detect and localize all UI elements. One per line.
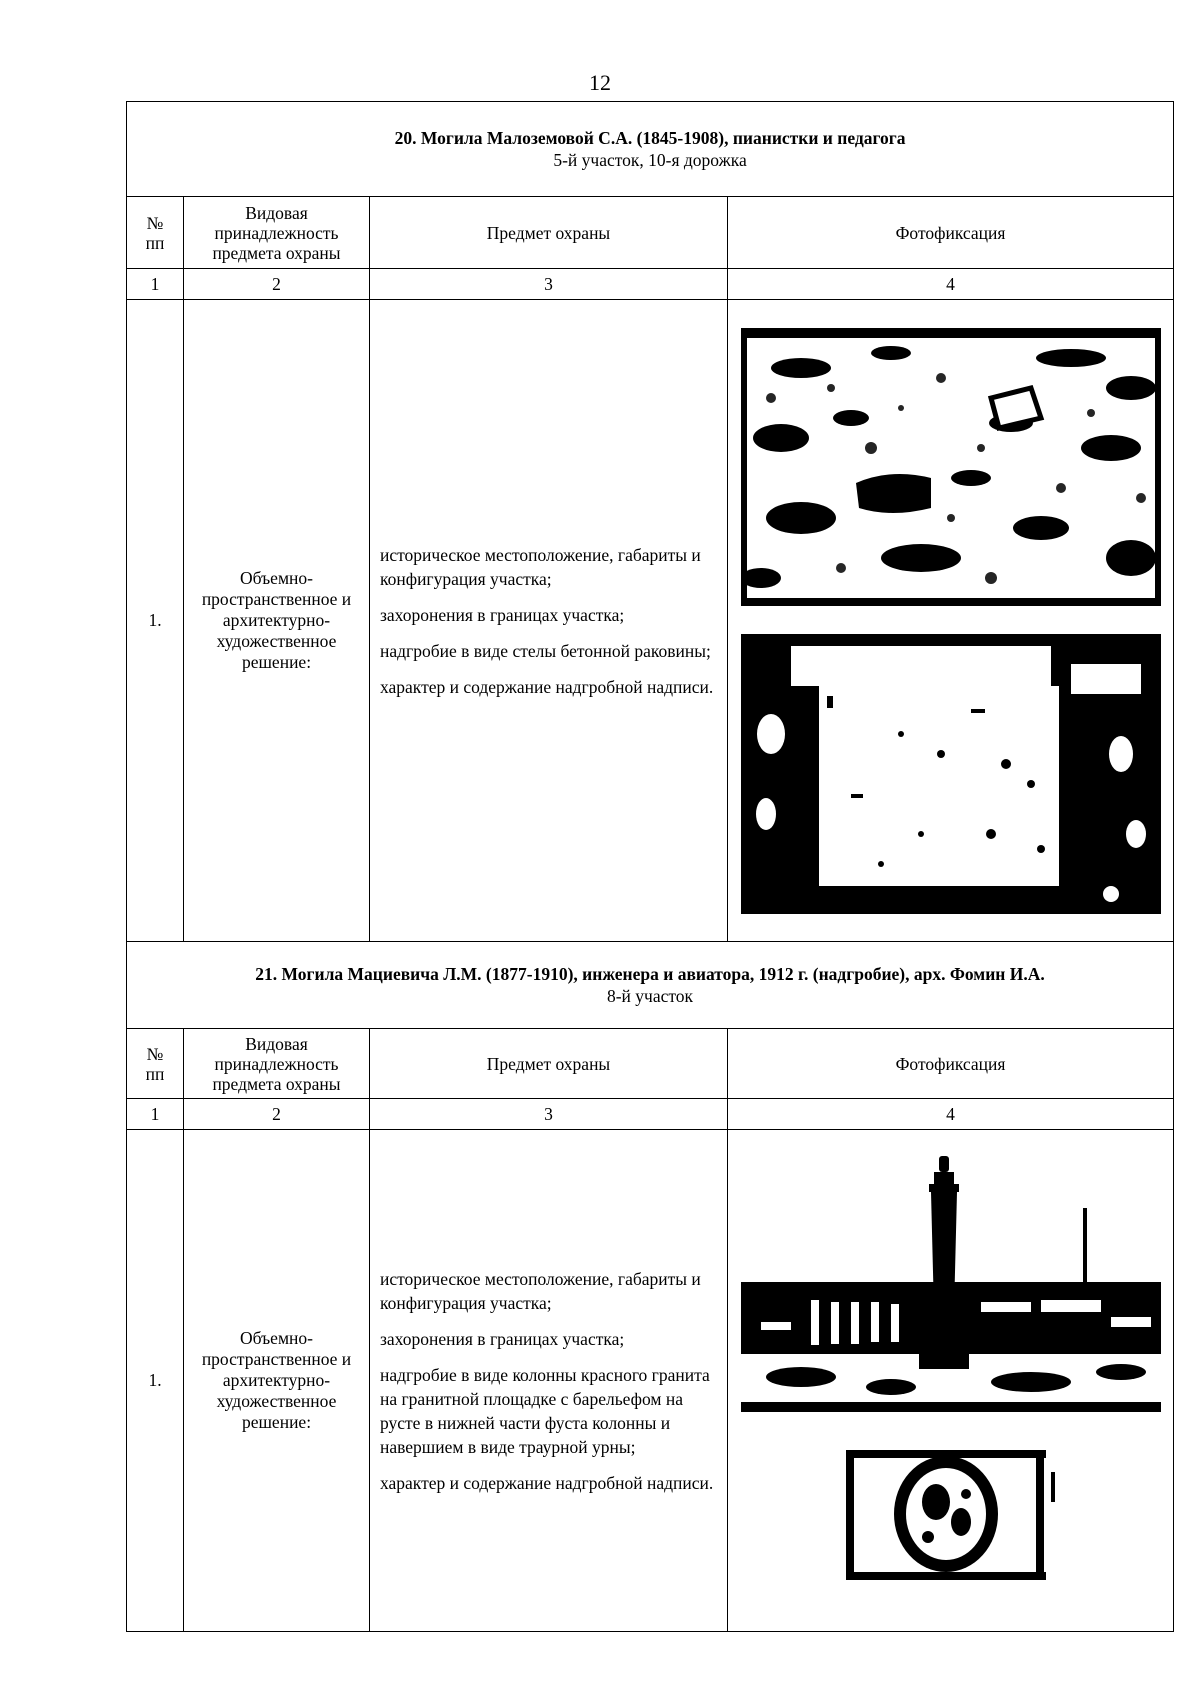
table-row [127,300,1174,942]
column-header-num: № пп [127,1029,184,1099]
column-header-subject: Предмет охраны [370,197,728,269]
column-header-row [127,197,1174,269]
subject-item: надгробие в виде стелы бетонной раковины; [380,640,711,661]
grave-photo-column [741,1152,1161,1412]
row-number: 1. [127,300,184,942]
column-number: 1 [127,269,184,300]
column-header-photo: Фотофиксация [728,197,1174,269]
section-location: 8-й участок [606,986,694,1006]
row-kind: Объемно-пространственное и архитектурно-художественное решение: [184,1130,370,1632]
grave-photo-general-view [741,328,1161,606]
column-header-photo: Фотофиксация [728,1029,1174,1099]
row-kind: Объемно-пространственное и архитектурно-художественное решение: [184,300,370,942]
grave-photo-stele [741,634,1161,914]
heritage-registry-table [126,101,1174,1632]
row-photos [728,300,1174,942]
grave-photo-bas-relief [836,1442,1066,1592]
section-title: 20. Могила Малоземовой С.А. (1845-1908), пианистки и педагога [394,128,906,148]
section-location: 5-й участок, 10-я дорожка [553,150,747,170]
column-number-row [127,269,1174,300]
column-header-num: № пп [127,197,184,269]
subject-item: надгробие в виде колонны красного гранита на гранитной площадке с барельефом на русте в нижней части фуста колонны и навершием в виде траурной урны; [380,1364,710,1457]
column-header-subject: Предмет охраны [370,1029,728,1099]
column-number: 1 [127,1099,184,1130]
row-subject [370,300,728,942]
section-header [127,942,1174,1029]
row-subject [370,1130,728,1632]
section-header [127,102,1174,197]
subject-item: захоронения в границах участка; [380,604,625,625]
column-number: 2 [184,269,370,300]
section-header-row [127,942,1174,1029]
column-header-kind: Видовая принадлежность предмета охраны [184,197,370,269]
column-number: 4 [728,1099,1174,1130]
column-number: 3 [370,1099,728,1130]
column-number-row [127,1099,1174,1130]
subject-item: захоронения в границах участка; [380,1328,625,1349]
subject-item: историческое местоположение, габариты и конфигурация участка; [380,1268,701,1313]
column-number: 2 [184,1099,370,1130]
subject-item: характер и содержание надгробной надписи. [380,1472,714,1493]
column-header-row [127,1029,1174,1099]
page-number: 12 [589,70,611,95]
row-number: 1. [127,1130,184,1632]
table-row [127,1130,1174,1632]
row-photos [728,1130,1174,1632]
section-title: 21. Могила Мациевича Л.М. (1877-1910), инженера и авиатора, 1912 г. (надгробие), арх. Фомин И.А. [255,964,1045,984]
subject-item: характер и содержание надгробной надписи. [380,676,714,697]
column-number: 3 [370,269,728,300]
subject-item: историческое местоположение, габариты и конфигурация участка; [380,544,701,589]
section-header-row [127,102,1174,197]
column-number: 4 [728,269,1174,300]
column-header-kind: Видовая принадлежность предмета охраны [184,1029,370,1099]
